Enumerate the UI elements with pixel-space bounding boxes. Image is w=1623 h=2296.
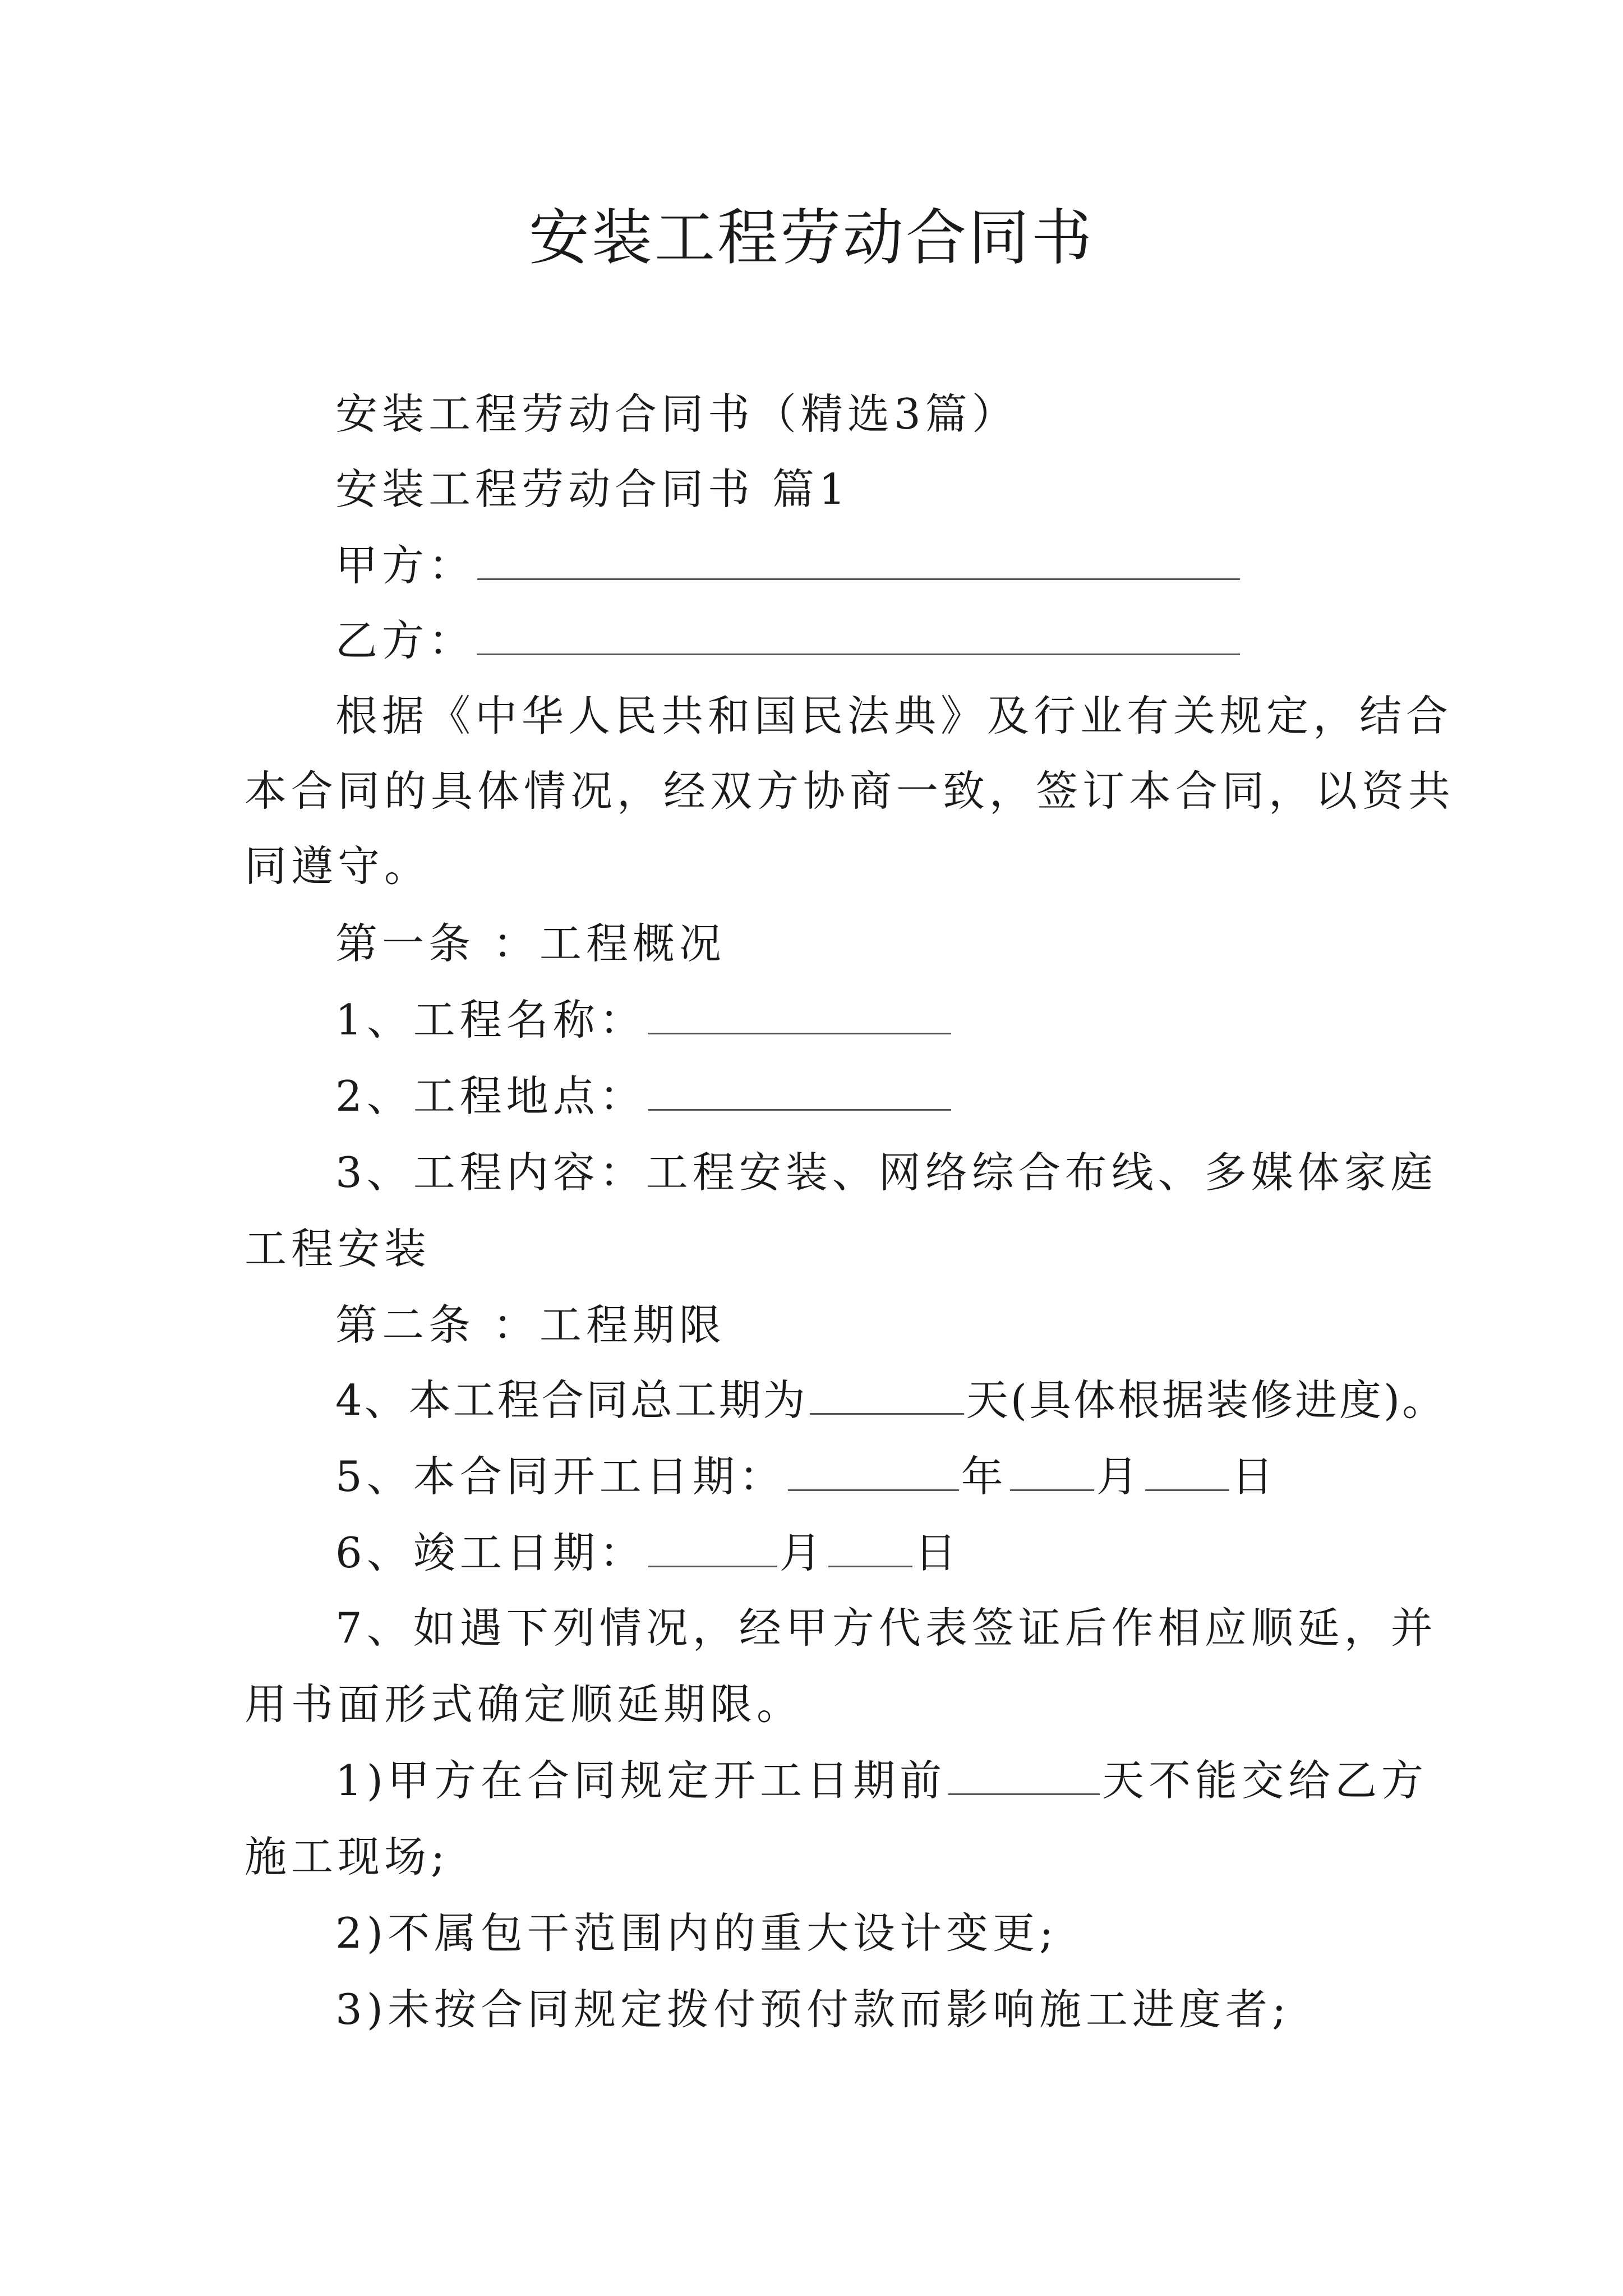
project-name-label: 1、工程名称：	[335, 995, 646, 1045]
article2-sub3: 3)未按合同规定拨付预付款而影响施工进度者;	[335, 1985, 1291, 2034]
article2-heading: 第二条 ：工程期限	[335, 1300, 726, 1350]
article1-item1	[335, 992, 953, 1048]
party-b-line	[335, 613, 1242, 669]
start-date-label: 5、本合同开工日期：	[335, 1452, 786, 1501]
party-b-label: 乙方：	[335, 616, 476, 665]
duration-suffix: 天(具体根据装修进度)。	[966, 1375, 1447, 1425]
intro-line: 安装工程劳动合同书（精选3篇）	[335, 389, 1018, 439]
article2-item6	[335, 1525, 961, 1581]
document-title: 安装工程劳动合同书	[528, 203, 1094, 273]
start-day-blank	[1145, 1455, 1229, 1491]
project-location-label: 2、工程地点：	[335, 1071, 646, 1121]
completion-date-label: 6、竣工日期：	[335, 1528, 646, 1577]
start-month-unit: 月	[1096, 1452, 1143, 1501]
article2-item4	[335, 1372, 1446, 1428]
article1-item3-line2: 工程安装	[245, 1224, 431, 1273]
preamble-line-3: 同遵守。	[245, 841, 431, 891]
article2-sub1-line2: 施工现场;	[245, 1832, 450, 1881]
article1-heading: 第一条 ：工程概况	[335, 919, 726, 968]
article2-sub2: 2)不属包干范围内的重大设计变更;	[335, 1908, 1058, 1958]
preamble-line-1: 根据《中华人民共和国民法典》及行业有关规定，结合	[335, 691, 1453, 740]
completion-day-blank	[828, 1531, 912, 1567]
duration-label: 4、本工程合同总工期为	[335, 1375, 808, 1425]
completion-day-unit: 日	[914, 1528, 961, 1577]
sub1-suffix: 天不能交给乙方	[1101, 1756, 1428, 1805]
duration-blank	[810, 1378, 964, 1415]
party-a-blank	[477, 544, 1240, 580]
preamble-line-2: 本合同的具体情况，经双方协商一致，签订本合同，以资共	[245, 766, 1455, 816]
start-year-blank	[788, 1455, 959, 1491]
article2-item7-line1: 7、如遇下列情况，经甲方代表签证后作相应顺延，并	[335, 1603, 1437, 1653]
start-day-unit: 日	[1231, 1452, 1278, 1501]
article2-item7-line2: 用书面形式确定顺延期限。	[245, 1680, 804, 1729]
start-month-blank	[1010, 1455, 1094, 1491]
party-b-blank	[477, 619, 1240, 655]
sub1-days-blank	[948, 1759, 1100, 1795]
article2-sub1	[335, 1752, 1428, 1809]
party-a-line	[335, 537, 1242, 593]
part-heading: 安装工程劳动合同书 篇1	[335, 464, 850, 514]
article2-item5	[335, 1448, 1278, 1504]
completion-month-blank	[648, 1531, 777, 1567]
project-location-blank	[648, 1074, 951, 1111]
party-a-label: 甲方：	[335, 541, 476, 590]
article1-item3-line1: 3、工程内容：工程安装、网络综合布线、多媒体家庭	[335, 1148, 1437, 1197]
completion-month-unit: 月	[779, 1528, 826, 1577]
sub1-label: 1)甲方在合同规定开工日期前	[335, 1756, 946, 1805]
article1-item2	[335, 1068, 953, 1124]
start-year-unit: 年	[961, 1452, 1008, 1501]
project-name-blank	[648, 998, 951, 1034]
